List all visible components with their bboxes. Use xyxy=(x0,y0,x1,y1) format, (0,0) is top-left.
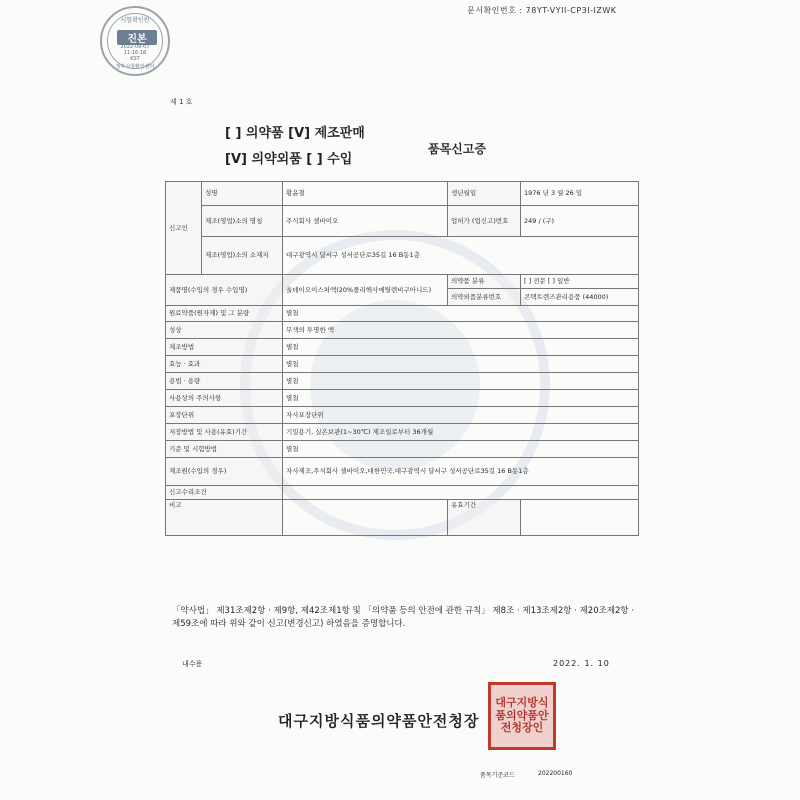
official-stamp: 대구지방식품의약품안전청장인 xyxy=(488,682,556,750)
table-row xyxy=(166,356,639,373)
table-row xyxy=(166,424,639,441)
ingredient-value: 별첨 xyxy=(283,306,639,322)
table-row xyxy=(166,322,639,339)
valid-label: 유효기간 xyxy=(448,500,521,536)
table-row xyxy=(166,206,639,237)
document-number: 문서확인번호 : 78YT-VYII-CP3I-IZWK xyxy=(467,6,617,15)
table-row xyxy=(166,441,639,458)
product-value: 울데이모이스처액(20%폴리헥사메틸렌비구아니드) xyxy=(283,275,448,306)
ingredient-label: 원료약품(원자재) 및 그 분량 xyxy=(166,306,283,322)
standard-label: 기준 및 시험방법 xyxy=(166,441,283,458)
name-label: 성명 xyxy=(202,182,283,206)
seal-top-text: 시험확인원 xyxy=(120,17,150,24)
seal-line: 2022-09-07 xyxy=(120,44,150,50)
license-value: 249 / (구) xyxy=(521,206,639,237)
table-row xyxy=(166,500,639,536)
caution-value: 별첨 xyxy=(283,390,639,407)
domestic-use-label: 내수용 xyxy=(182,660,203,668)
document-title: 품목신고증 xyxy=(428,142,486,156)
class-label: 의약품 분류 xyxy=(448,275,521,289)
product-code-value: 202200160 xyxy=(538,770,573,777)
valid-value xyxy=(521,500,639,536)
form-number: 제 1 호 xyxy=(170,98,193,106)
name-value: 황윤철 xyxy=(283,182,448,206)
method-label: 제조방법 xyxy=(166,339,283,356)
property-label: 성상 xyxy=(166,322,283,339)
table-row xyxy=(166,275,639,289)
dosage-value: 별첨 xyxy=(283,373,639,390)
product-code-label: 품목기준코드 xyxy=(480,772,515,779)
birth-label: 생년월일 xyxy=(448,182,521,206)
header-line-1: [ ] 의약품 [V] 제조판매 xyxy=(225,126,365,141)
product-label: 제품명(수입의 경우 수입명) xyxy=(166,275,283,306)
table-row xyxy=(166,458,639,486)
standard-value: 별첨 xyxy=(283,441,639,458)
report-table xyxy=(165,181,639,536)
seal-line: KST xyxy=(130,56,140,62)
table-row xyxy=(166,390,639,407)
issue-date: 2022. 1. 10 xyxy=(553,659,610,668)
remark-label: 비고 xyxy=(166,500,283,536)
certification-statement: 「약사법」 제31조제2항 · 제9항, 제42조제1항 및 「의약품 등의 안전에 관한 규칙」 제8조 · 제13조제2항 · 제20조제2항 · 제59조에 따라 위와 같이 신고(변경신고) 하였음을 증명합니다. xyxy=(172,606,635,629)
birth-value: 1976 년 3 월 26 일 xyxy=(521,182,639,206)
seal-bottom-text: 정부시청확인센터 xyxy=(115,64,155,70)
remark-value xyxy=(283,500,448,536)
dosage-label: 용법 · 용량 xyxy=(166,373,283,390)
manufacturer-label: 제조원(수입의 경우) xyxy=(166,458,283,486)
table-row xyxy=(166,237,639,275)
table-row xyxy=(166,306,639,322)
table-row xyxy=(166,373,639,390)
license-label: 업허가 (업신고)번호 xyxy=(448,206,521,237)
verification-seal xyxy=(100,6,170,76)
header-line-2: [V] 의약외품 [ ] 수입 xyxy=(225,152,353,167)
method-value: 별첨 xyxy=(283,339,639,356)
quasi-value: 콘택트렌즈관리용품 (44000) xyxy=(521,289,639,306)
address-value: 대구광역시 달서구 성서공단로35길 16 B동1층 xyxy=(283,237,639,275)
reporter-group-label: 신고인 xyxy=(166,182,202,275)
storage-label: 저장방법 및 사용(유효)기간 xyxy=(166,424,283,441)
condition-value xyxy=(283,486,639,500)
caution-label: 사용상의 주의사항 xyxy=(166,390,283,407)
storage-value: 기밀용기, 실온보관(1~30℃) 제조일로부터 36개월 xyxy=(283,424,639,441)
class-value: [ ] 전문 [ ] 일반 xyxy=(521,275,639,289)
address-label: 제조(영업)소의 소재지 xyxy=(202,237,283,275)
table-row xyxy=(166,339,639,356)
seal-center-text: 진본 xyxy=(117,30,157,45)
condition-label: 신고수리조건 xyxy=(166,486,283,500)
table-row xyxy=(166,486,639,500)
quasi-label: 의약외품분류번호 xyxy=(448,289,521,306)
effect-label: 효능 · 효과 xyxy=(166,356,283,373)
seal-line: 11:16:18 xyxy=(123,50,147,56)
package-value: 자사포장단위 xyxy=(283,407,639,424)
issuer-name: 대구지방식품의약품안전청장 xyxy=(278,712,480,730)
manufacturer-value: 자사제조,주식회사 셀바이오,대한민국,대구광역시 달서구 성서공단로35길 16 B동1층 xyxy=(283,458,639,486)
effect-value: 별첨 xyxy=(283,356,639,373)
company-value: 주식회사 셀바이오 xyxy=(283,206,448,237)
property-value: 무색의 투명한 액 xyxy=(283,322,639,339)
package-label: 포장단위 xyxy=(166,407,283,424)
table-row xyxy=(166,407,639,424)
company-label: 제조(영업)소의 명칭 xyxy=(202,206,283,237)
table-row xyxy=(166,182,639,206)
